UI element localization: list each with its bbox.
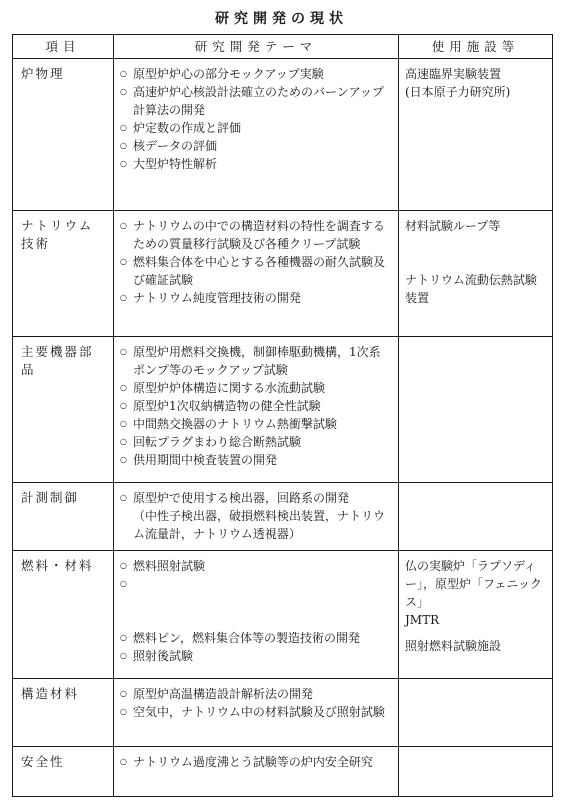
theme-item: ○ 核データの評価 — [120, 137, 392, 155]
theme-item: ○ 原型炉炉心の部分モックアップ実験 — [120, 65, 392, 83]
facility-text: ナトリウム流動伝熱試験装置 — [405, 273, 537, 305]
item-cell: 計測制御 — [13, 483, 114, 551]
theme-item: ○ 高速炉炉心核設計法確立のためのバーンアップ計算法の開発 — [120, 83, 392, 119]
table-row — [13, 337, 553, 483]
page-title: 研究開発の現状 — [215, 11, 348, 27]
facility-cell — [399, 679, 553, 747]
theme-cell — [114, 679, 399, 747]
theme-item: ○ 燃料ピン，燃料集合体等の製造技術の開発 — [120, 629, 392, 647]
facility-text: 材料試験ループ等 — [405, 219, 501, 233]
header-facility: 使用施設等 — [399, 35, 553, 59]
table-row — [13, 551, 553, 679]
theme-cell — [114, 551, 399, 679]
item-cell: ナトリウム技術 — [13, 211, 114, 337]
theme-item: ○ 原型炉で使用する検出器，回路系の開発 — [120, 489, 392, 507]
theme-cell — [114, 747, 399, 797]
theme-item: ○ 照射後試験 — [120, 647, 392, 665]
item-cell: 主要機器部品 — [13, 337, 114, 483]
facility-text: (日本原子力研究所) — [405, 85, 511, 99]
theme-item: ○ 燃料照射試験 — [120, 557, 392, 575]
theme-item: ○ ナトリウム過度沸とう試験等の炉内安全研究 — [120, 753, 392, 771]
theme-item: ○ 供用期間中検査装置の開発 — [120, 451, 392, 469]
table-row — [13, 483, 553, 551]
theme-item: ○ 原型炉炉体構造に関する水流動試験 — [120, 379, 392, 397]
table-row — [13, 59, 553, 211]
theme-item: ○ 燃料集合体を中心とする各種機器の耐久試験及び確証試験 — [120, 253, 392, 289]
theme-item: ○ 空気中，ナトリウム中の材料試験及び照射試験 — [120, 703, 392, 721]
theme-item: ○ ナトリウムの中での構造材料の特性を調査するための質量移行試験及び各種クリープ試験 — [120, 217, 392, 253]
table-row — [13, 211, 553, 337]
facility-cell — [399, 211, 553, 337]
theme-item: ○ 大型炉特性解析 — [120, 155, 392, 173]
facility-text: 仏の実験炉「ラプソディー」，原型炉「フェニックス」 — [405, 559, 542, 609]
theme-cell — [114, 337, 399, 483]
theme-cell — [114, 483, 399, 551]
item-cell: 炉物理 — [13, 59, 114, 211]
theme-cell — [114, 211, 399, 337]
header-theme: 研究開発テーマ — [114, 35, 399, 59]
theme-item: ○ 中間熱交換器のナトリウム熱衝撃試験 — [120, 415, 392, 433]
theme-item: ○ 原型炉高温構造設計解析法の開発 — [120, 685, 392, 703]
theme-item: ○ 原型炉用燃料交換機，制御棒駆動機構，1次系ポンプ等のモックアップ試験 — [120, 343, 392, 379]
item-cell: 燃料・材料 — [13, 551, 114, 679]
facility-cell — [399, 483, 553, 551]
facility-cell — [399, 59, 553, 211]
facility-text: JMTR — [405, 613, 440, 627]
facility-text: 照射燃料試験施設 — [405, 639, 502, 653]
table-row — [13, 747, 553, 797]
theme-item: ○ 原型炉1次収納構造物の健全性試験 — [120, 397, 392, 415]
facility-text: 高速臨界実験装置 — [405, 67, 502, 81]
header-item: 項目 — [13, 35, 114, 59]
item-cell: 構造材料 — [13, 679, 114, 747]
theme-note: （中性子検出器，破損燃料検出装置，ナトリウム流量計，ナトリウム透視器） — [133, 509, 386, 541]
theme-item: ○ 炉定数の作成と評価 — [120, 119, 392, 137]
facility-cell — [399, 747, 553, 797]
theme-cell — [114, 59, 399, 211]
header-row — [13, 35, 553, 59]
theme-item: ○ 回転プラグまわり総合断熱試験 — [120, 433, 392, 451]
facility-cell — [399, 337, 553, 483]
item-cell: 安全性 — [13, 747, 114, 797]
research-status-table — [12, 34, 553, 797]
theme-item: ○ ナトリウム純度管理技術の開発 — [120, 289, 392, 307]
facility-cell — [399, 551, 553, 679]
table-row — [13, 679, 553, 747]
